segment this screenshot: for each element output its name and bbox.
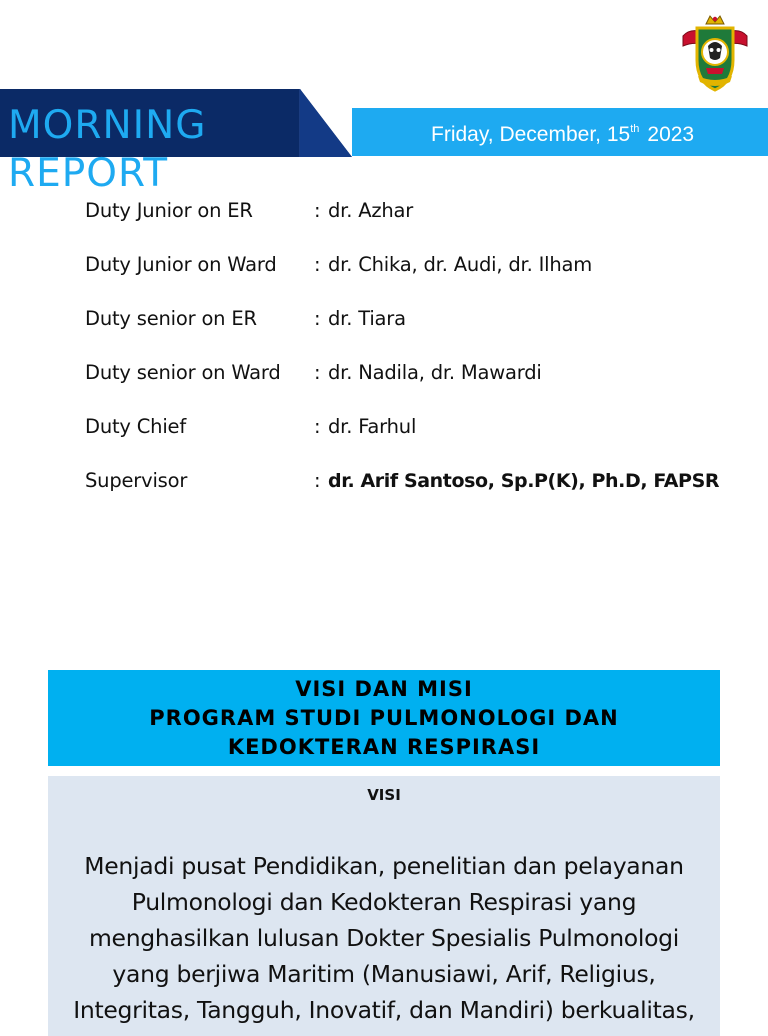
duty-row: [85, 412, 765, 442]
duty-value: dr. Chika, dr. Audi, dr. Ilham: [328, 253, 593, 276]
title-line-1: MORNING: [8, 103, 207, 148]
visi-label: VISI: [367, 786, 401, 804]
report-date: [431, 114, 694, 150]
duty-colon: :: [314, 253, 321, 276]
duty-value-supervisor: dr. Arif Santoso, Sp.P(K), Ph.D, FAPSR: [328, 470, 720, 492]
page-title: [8, 102, 248, 198]
visi-header-line: KEDOKTERAN RESPIRASI: [227, 735, 541, 759]
duty-colon: :: [314, 469, 321, 492]
visi-misi-header: [48, 670, 720, 766]
duty-colon: :: [314, 415, 321, 438]
duty-value: dr. Farhul: [328, 415, 417, 438]
date-suffix: th: [630, 123, 640, 135]
university-logo: [680, 14, 750, 94]
duty-row: [85, 250, 765, 280]
visi-line: Menjadi pusat Pendidikan, penelitian dan pelayanan: [84, 852, 684, 880]
duty-role: Duty Chief: [85, 415, 187, 438]
duty-colon: :: [314, 307, 321, 330]
visi-header-line: PROGRAM STUDI PULMONOLOGI DAN: [149, 706, 619, 730]
visi-body: [48, 776, 720, 1036]
duty-row: [85, 304, 765, 334]
duty-role: Duty Junior on ER: [85, 199, 253, 222]
duty-colon: :: [314, 361, 321, 384]
title-line-2: REPORT: [8, 151, 169, 196]
duty-row: [85, 196, 765, 226]
duty-role: Duty senior on ER: [85, 307, 257, 330]
visi-header-line: VISI DAN MISI: [295, 677, 473, 701]
duty-value: dr. Nadila, dr. Mawardi: [328, 361, 542, 384]
university-emblem-icon: [680, 14, 750, 94]
duty-colon: :: [314, 199, 321, 222]
duty-value: dr. Tiara: [328, 307, 406, 330]
visi-line: menghasilkan lulusan Dokter Spesialis Pulmonologi: [88, 924, 680, 952]
duty-role: Duty senior on Ward: [85, 361, 281, 384]
date-year: 2023: [647, 123, 695, 146]
duty-row-supervisor: [85, 466, 765, 496]
duty-value: dr. Azhar: [328, 199, 414, 222]
visi-line: yang berjiwa Maritim (Manusiawi, Arif, Religius,: [112, 960, 656, 988]
duty-role: Duty Junior on Ward: [85, 253, 277, 276]
visi-line: Pulmonologi dan Kedokteran Respirasi yang: [131, 888, 637, 916]
visi-line: Integritas, Tangguh, Inovatif, dan Mandiri) berkualitas,: [73, 996, 695, 1024]
visi-statement: [48, 848, 720, 1028]
date-prefix: Friday, December, 15: [431, 123, 631, 146]
duty-row: [85, 358, 765, 388]
duty-role: Supervisor: [85, 469, 188, 492]
